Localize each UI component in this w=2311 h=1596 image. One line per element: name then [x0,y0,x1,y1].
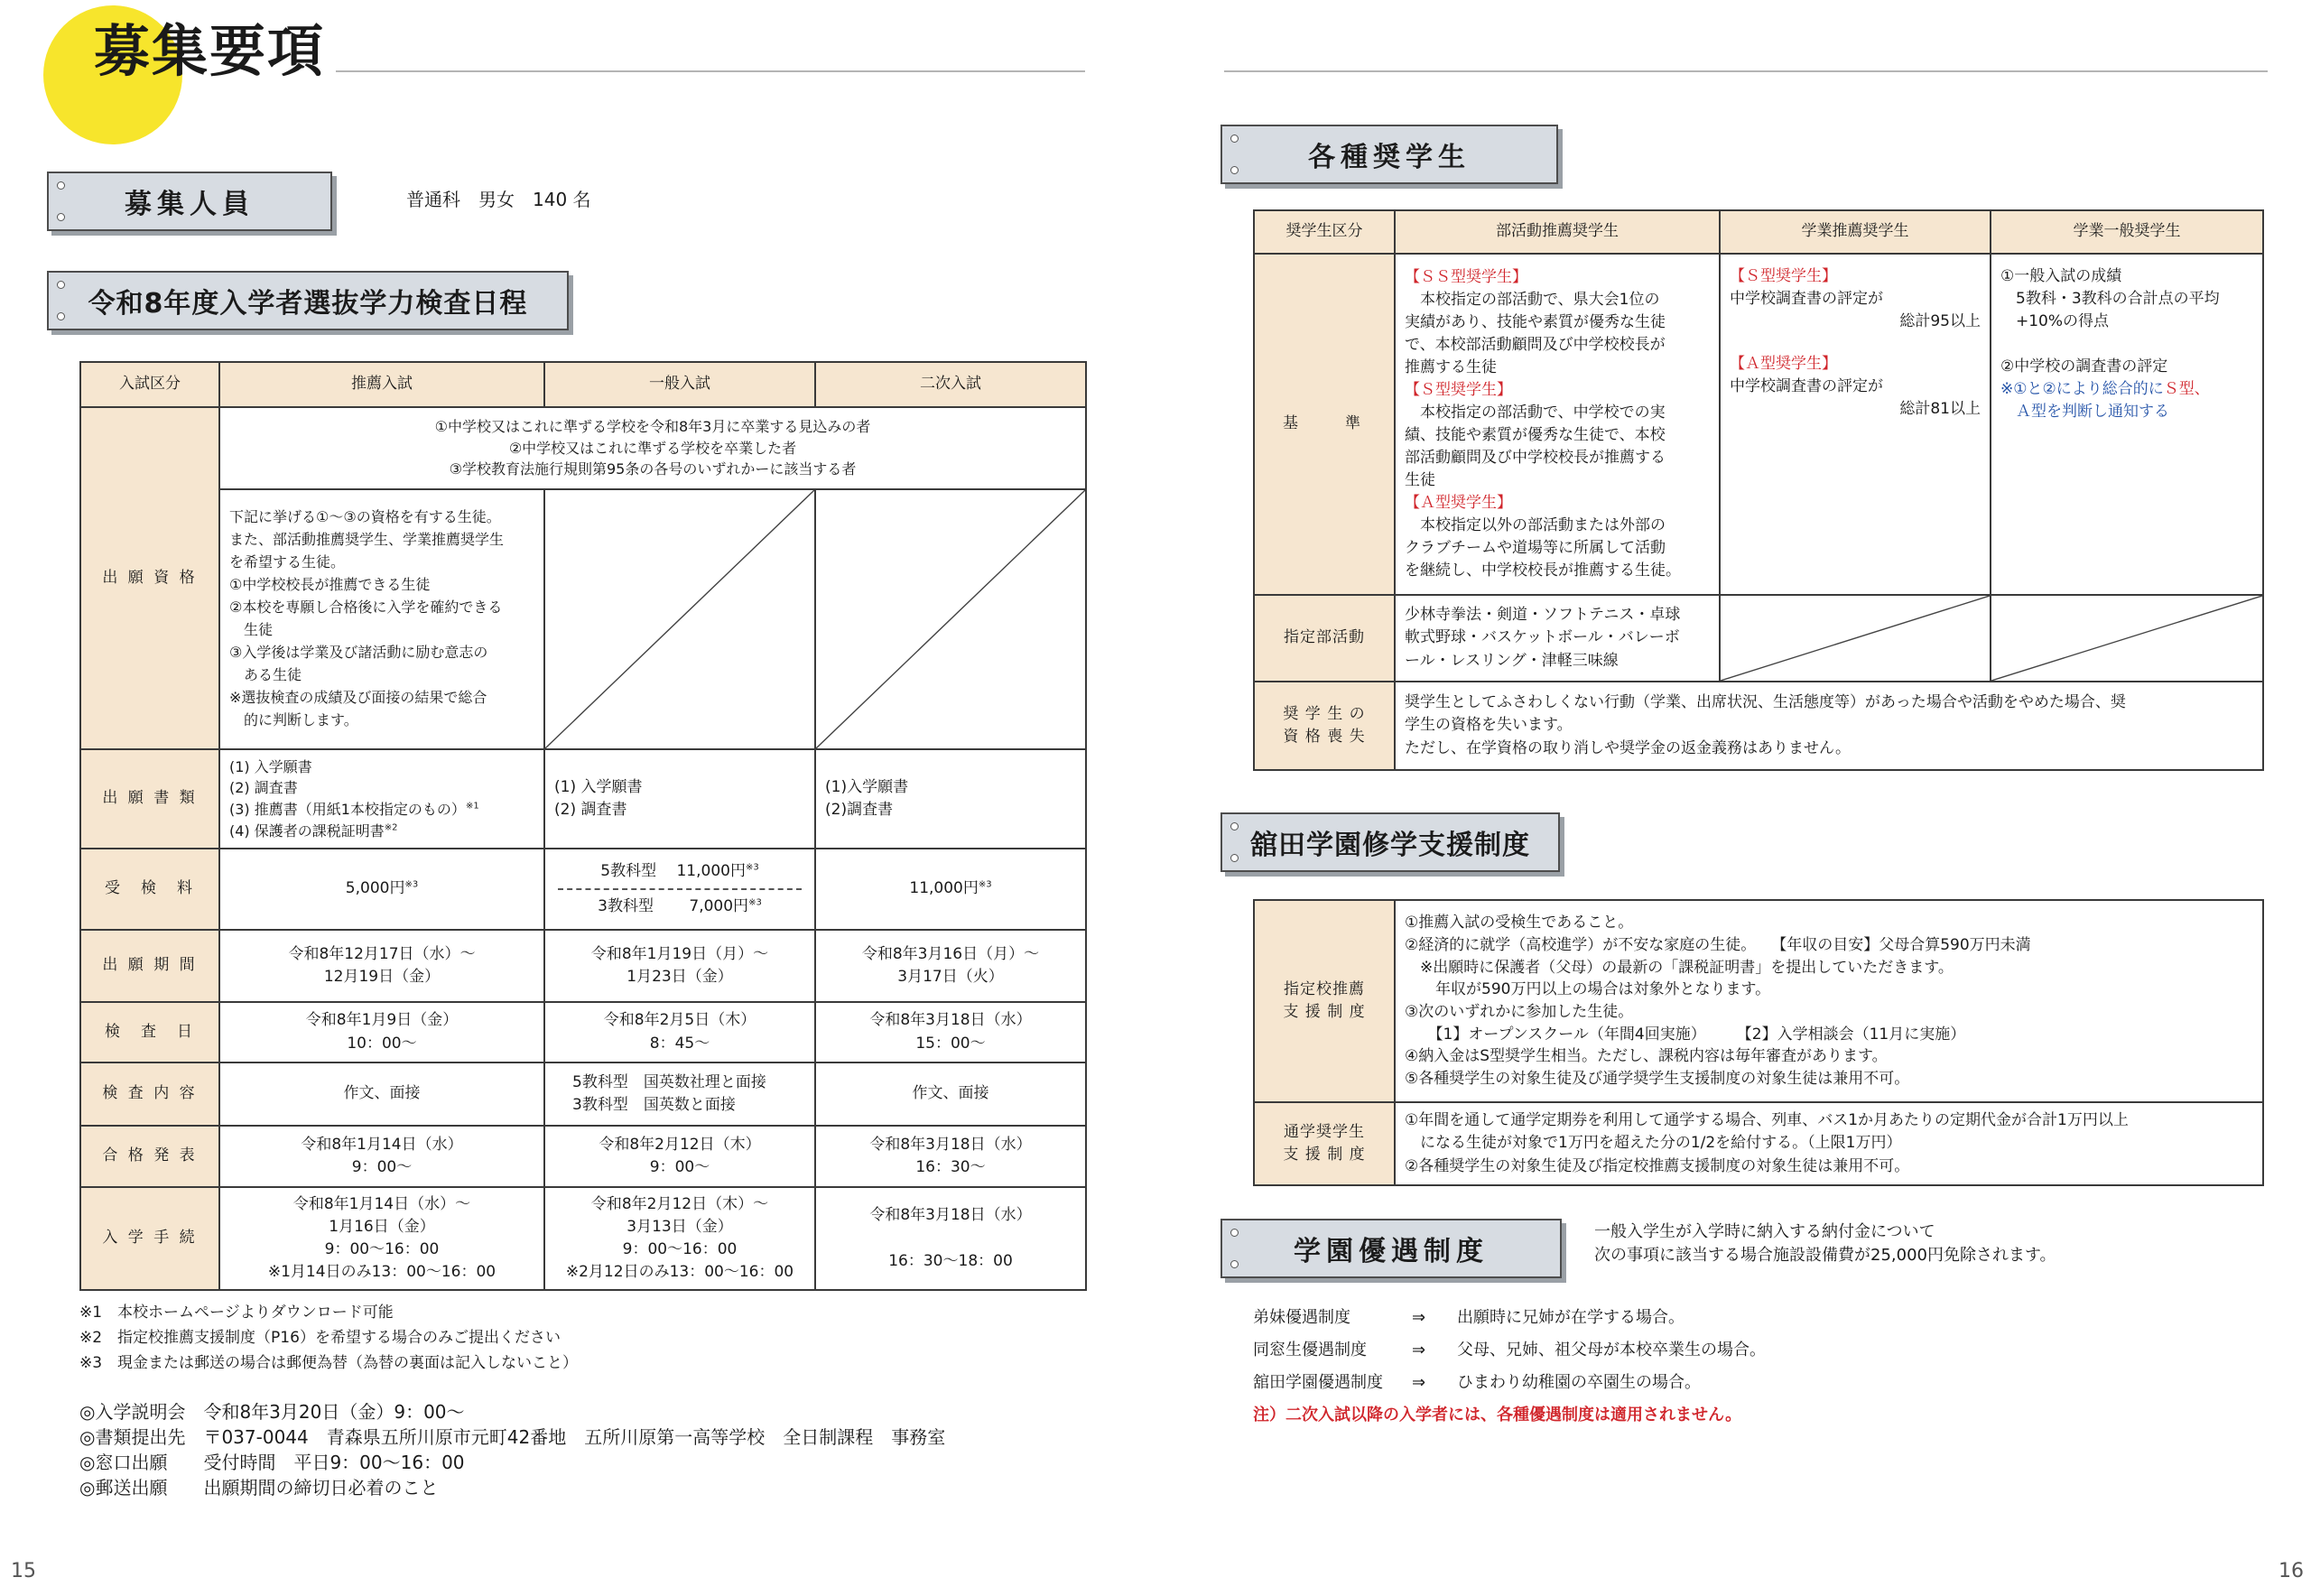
eligibility-label: 出 願 資 格 [80,407,219,749]
page-number-right: 16 [2279,1560,2304,1582]
club-a-text: 本校指定以外の部活動または外部の クラブチームや道場等に所属して活動 を継続し、中学校校長が推薦する生徒。 [1405,515,1681,580]
exam-label: 検 査 日 [80,1002,219,1062]
docs-suisen-item4: (4) 保護者の課税証明書 [229,821,385,840]
fee-niji-value: 11,000円 [909,879,979,898]
club-s-heading: 【Ｓ型奨学生】 [1405,381,1512,400]
fee-ippan-3-value: 3教科型 7,000円 [598,897,749,915]
gen-note [2000,378,2253,401]
loss-label: 奨 学 生 の 資 格 喪 失 [1254,682,1395,770]
schedule-header-cell: 推薦入試 [219,362,544,407]
acad-s-heading: 【Ｓ型奨学生】 [1730,267,1837,285]
schedule-heading: 令和8年度入学者選抜学力検査日程 [47,271,569,330]
fee-suisen [219,849,544,930]
scholarship-table [1253,209,2264,771]
proc-suisen: 令和8年1月14日（水）～ 1月16日（金） 9：00～16：00 ※1月14日のみ13：00～16：00 [219,1187,544,1290]
preferential-heading: 学園優遇制度 [1220,1219,1562,1278]
exam-niji: 令和8年3月18日（水） 15：00～ [815,1002,1086,1062]
schedule-header-cell: 一般入試 [544,362,815,407]
docs-suisen [219,749,544,849]
acad-a-text: 中学校調査書の評定が [1730,376,1883,395]
docs-suisen-sup2: ※2 [384,822,398,833]
content-label: 検 査 内 容 [80,1062,219,1126]
info-item: ◎書類提出先 〒037-0044 青森県五所川原市元町42番地 五所川原第一高等学校 全日制課程 事務室 [79,1426,946,1448]
fee-label: 受 検 料 [80,849,219,930]
info-item: ◎窓口出願 受付時間 平日9：00～16：00 [79,1452,465,1473]
academic-criteria [1720,254,1991,595]
docs-suisen-items: (1) 入学願書 (2) 調査書 (3) 推薦書（用紙1本校指定のもの） [229,757,466,818]
top-rule-right [1224,70,2268,72]
eligibility-niji-empty [815,489,1086,749]
quota-value: 普通科 男女 140 名 [406,189,591,210]
tsugaku-text: ①年間を通して通学定期券を利用して通学する場合、列車、バス1か月あたりの定期代金が合計1万円以上 になる生徒が対象で1万円を超えた分の1/2を給付する。（上限1万円） ②各種奨学生の対象生徒及び指定校推薦支援制度の対象生徒は兼用不可。 [1395,1102,2263,1185]
exam-suisen: 令和8年1月9日（金） 10：00～ [219,1002,544,1062]
proc-ippan: 令和8年2月12日（木）～ 3月13日（金） 9：00～16：00 ※2月12日のみ13：00～16：00 [544,1187,815,1290]
result-suisen: 令和8年1月14日（水） 9：00～ [219,1126,544,1187]
shitei-label: 指定校推薦 支 援 制 度 [1254,900,1395,1102]
fee-sup: ※3 [745,862,759,873]
scholar-header-cell: 部活動推薦奨学生 [1395,210,1720,254]
exam-ippan: 令和8年2月5日（木） 8：45～ [544,1002,815,1062]
schedule-table [79,361,1087,1291]
result-label: 合 格 発 表 [80,1126,219,1187]
fee-ippan-5-value: 5教科型 11,000円 [600,861,746,880]
preferential-item-desc: 父母、兄姉、祖父母が本校卒業生の場合。 [1457,1341,1766,1359]
gen-note-part: ※①と②により総合的に [2000,379,2164,398]
page-title: 募集要項 [94,18,326,84]
club-a-heading: 【Ａ型奨学生】 [1405,493,1512,512]
criteria-label: 基 準 [1254,254,1395,595]
fee-divider [558,888,802,890]
preferential-item-name: 舘田学園優遇制度 [1253,1373,1383,1392]
proc-niji: 令和8年3月18日（水） 16：30～18：00 [815,1187,1086,1290]
info-list [79,1399,945,1500]
support-table [1253,899,2264,1186]
fee-suisen-value: 5,000円 [345,879,405,898]
preferential-intro: 一般入学生が入学時に納入する納付金について 次の事項に該当する場合施設設備費が25,000円免除されます。 [1594,1222,2056,1265]
preferential-note: 注）二次入試以降の入学者には、各種優遇制度は適用されません。 [1253,1406,1742,1424]
acad-a-heading: 【Ａ型奨学生】 [1730,354,1837,373]
preferential-item-desc: 出願時に兄姉が在学する場合。 [1457,1308,1685,1327]
club-criteria [1395,254,1720,595]
preferential-item [1253,1302,1766,1334]
docs-niji: (1)入学願書 (2)調査書 [815,749,1086,849]
content-suisen: 作文、面接 [219,1062,544,1126]
info-item: ◎入学説明会 令和8年3月20日（金）9：00～ [79,1401,465,1423]
eligibility-suisen: 下記に挙げる①～③の資格を有する生徒。 また、部活動推薦奨学生、学業推薦奨学生 を希望する生徒。 ①中学校校長が推薦できる生徒 ②本校を専願し合格後に入学を確約できる 生徒 ③入学後は学業及び諸活動に励む意志の ある生徒 ※選抜検査の成績及び面接の結果で総合 的に判断します。 [219,489,544,749]
footnote: ※3 現金または郵送の場合は郵便為替（為替の裏面は記入しないこと） [79,1354,579,1372]
result-ippan: 令和8年2月12日（木） 9：00～ [544,1126,815,1187]
docs-label: 出 願 書 類 [80,749,219,849]
loss-text: 奨学生としてふさわしくない行動（学業、出席状況、生活態度等）があった場合や活動をやめた場合、奨 学生の資格を失います。 ただし、在学資格の取り消しや奨学金の返金義務はありません。 [1395,682,2263,770]
period-niji: 令和8年3月16日（月）～ 3月17日（火） [815,930,1086,1002]
quota-heading: 募集人員 [47,172,332,231]
fee-sup: ※3 [748,897,762,908]
scholar-header-cell: 奨学生区分 [1254,210,1395,254]
period-label: 出 願 期 間 [80,930,219,1002]
fee-ippan [544,849,815,930]
scholar-header-cell: 学業一般奨学生 [1991,210,2263,254]
gen-text: ①一般入試の成績 5教科・3教科の合計点の平均 +10%の得点 ②中学校の調査書の評定 [2000,267,2220,376]
footnote: ※1 本校ホームページよりダウンロード可能 [79,1304,394,1322]
arrow-icon: ⇒ [1412,1341,1426,1359]
club-list-general-empty [1991,595,2263,682]
fee-ippan-3 [558,895,802,918]
docs-suisen-sup1: ※1 [465,801,479,812]
eligibility-common: ①中学校又はこれに準ずる学校を令和8年3月に卒業する見込みの者 ②中学校又はこれに準ずる学校を卒業した者 ③学校教育法施行規則第95条の各号のいずれかーに該当する者 [219,407,1086,489]
preferential-item [1253,1367,1766,1399]
title-rule [336,70,1085,72]
preferential-item-name: 同窓生優遇制度 [1253,1341,1367,1359]
spacer [1730,333,1981,353]
acad-s-value: 総計95以上 [1899,311,1981,330]
eligibility-ippan-empty [544,489,815,749]
support-heading: 舘田学園修学支援制度 [1220,812,1560,872]
arrow-icon: ⇒ [1412,1308,1426,1327]
general-criteria [1991,254,2263,595]
docs-ippan: (1) 入学願書 (2) 調査書 [544,749,815,849]
fee-ippan-5 [558,860,802,883]
gen-note-line2: Ａ型を判断し通知する [2000,402,2169,421]
proc-label: 入 学 手 続 [80,1187,219,1290]
tsugaku-label: 通学奨学生 支 援 制 度 [1254,1102,1395,1185]
club-list: 少林寺拳法・剣道・ソフトテニス・卓球 軟式野球・バスケットボール・バレーボ ール・レスリング・津軽三味線 [1395,595,1720,682]
schedule-header-cell: 入試区分 [80,362,219,407]
preferential-item-name: 弟妹優遇制度 [1253,1308,1350,1327]
footnotes [79,1300,578,1376]
preferential-list [1253,1302,1766,1432]
period-suisen: 令和8年12月17日（水）～ 12月19日（金） [219,930,544,1002]
content-niji: 作文、面接 [815,1062,1086,1126]
acad-a-value: 総計81以上 [1899,399,1981,418]
result-niji: 令和8年3月18日（水） 16：30～ [815,1126,1086,1187]
fee-sup: ※3 [978,879,992,890]
schedule-header-cell: 二次入試 [815,362,1086,407]
club-list-academic-empty [1720,595,1991,682]
period-ippan: 令和8年1月19日（月）～ 1月23日（金） [544,930,815,1002]
preferential-item-desc: ひまわり幼稚園の卒園生の場合。 [1457,1373,1701,1392]
club-list-label: 指定部活動 [1254,595,1395,682]
fee-niji [815,849,1086,930]
scholar-header-cell: 学業推薦奨学生 [1720,210,1991,254]
info-item: ◎郵送出願 出願期間の締切日必着のこと [79,1477,439,1499]
footnote: ※2 指定校推薦支援制度（P16）を希望する場合のみご提出ください [79,1329,561,1347]
arrow-icon: ⇒ [1412,1373,1426,1392]
fee-sup: ※3 [404,879,419,890]
page-number-left: 15 [11,1560,36,1582]
club-ss-text: 本校指定の部活動で、県大会1位の 実績があり、技能や素質が優秀な生徒 で、本校部活動顧問及び中学校校長が 推薦する生徒 [1405,291,1666,377]
content-ippan: 5教科型 国英数社理と面接 3教科型 国英数と面接 [544,1062,815,1126]
gen-note-s-type: Ｓ型、 [2163,379,2210,398]
shitei-text: ①推薦入試の受検生であること。 ②経済的に就学（高校進学）が不安な家庭の生徒。 【年収の目安】父母合算590万円未満 ※出願時に保護者（父母）の最新の「課税証明書」を提出していただきます。 年収が590万円以上の場合は対象外となります。 ③次のいずれかに参加した生徒。 【1】オープンスクール（年間4回実施） 【2】入学相談会（11月に実施） ④納入金はS型奨学生相当。ただし、課税内容は毎年審査があります。 ⑤各種奨学生の対象生徒及び通学奨学生支援制度の対象生徒は兼用不可。 [1395,900,2263,1102]
acad-s-text: 中学校調査書の評定が [1730,289,1883,308]
preferential-item [1253,1334,1766,1367]
club-ss-heading: 【ＳＳ型奨学生】 [1405,268,1527,287]
club-s-text: 本校指定の部活動で、中学校での実 績、技能や素質が優秀な生徒で、本校 部活動顧問及び中学校校長が推薦する 生徒 [1405,404,1666,489]
scholar-heading: 各種奨学生 [1220,125,1558,184]
